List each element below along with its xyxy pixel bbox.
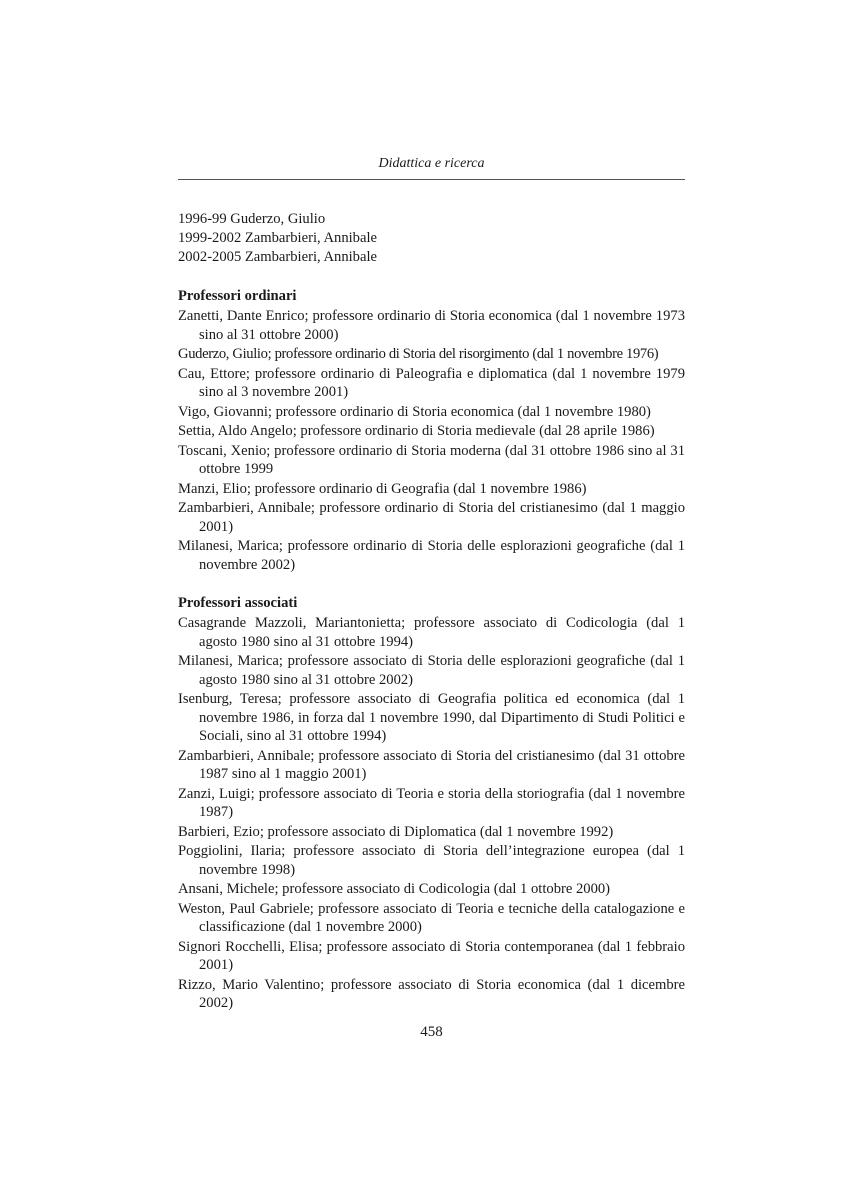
- list-item: Milanesi, Marica; professore associato di Storia delle esplorazioni geografiche (dal 1 agosto 1980 sino al 31 ottobre 2002): [178, 653, 685, 688]
- section-professori-associati: [178, 594, 685, 1013]
- section-title: Professori ordinari: [178, 288, 297, 304]
- list-item: Milanesi, Marica; professore ordinario di Storia delle esplorazioni geografiche (dal 1 novembre 2002): [178, 538, 685, 573]
- list-item: Zambarbieri, Annibale; professore ordinario di Storia del cristianesimo (dal 1 maggio 2001): [178, 500, 685, 535]
- list-item: Rizzo, Mario Valentino; professore associato di Storia economica (dal 1 dicembre 2002): [178, 976, 685, 1011]
- list-item: Guderzo, Giulio; professore ordinario di Storia del risorgimento (dal 1 novembre 1976): [178, 346, 659, 362]
- chronology-line: 2002-2005 Zambarbieri, Annibale: [178, 249, 377, 265]
- list-item: Settia, Aldo Angelo; professore ordinario di Storia medievale (dal 28 aprile 1986): [178, 423, 655, 439]
- list-item: Zanetti, Dante Enrico; professore ordinario di Storia economica (dal 1 novembre 1973 sino al 31 ottobre 2000): [178, 308, 685, 343]
- list-item: Manzi, Elio; professore ordinario di Geografia (dal 1 novembre 1986): [178, 480, 587, 497]
- list-item: Casagrande Mazzoli, Mariantonietta; professore associato di Codicologia (dal 1 agosto 1980 sino al 31 ottobre 1994): [178, 615, 685, 650]
- list-item: Vigo, Giovanni; professore ordinario di Storia economica (dal 1 novembre 1980): [178, 403, 651, 420]
- list-item: Signori Rocchelli, Elisa; professore associato di Storia contemporanea (dal 1 febbraio 2001): [178, 938, 685, 973]
- list-item: Zanzi, Luigi; professore associato di Teoria e storia della storiografia (dal 1 novembre 1987): [178, 785, 685, 820]
- header-rule: [178, 179, 685, 180]
- list-item: Poggiolini, Ilaria; professore associato di Storia dell’integrazione europea (dal 1 novembre 1998): [178, 843, 685, 878]
- section-title: Professori associati: [178, 595, 298, 611]
- chronology-line: 1996-99 Guderzo, Giulio: [178, 211, 326, 227]
- chronology-line: 1999-2002 Zambarbieri, Annibale: [178, 230, 377, 246]
- list-item: Barbieri, Ezio; professore associato di Diplomatica (dal 1 novembre 1992): [178, 823, 614, 840]
- list-item: Zambarbieri, Annibale; professore associato di Storia del cristianesimo (dal 31 ottobre 1987 sino al 1 maggio 2001): [178, 747, 685, 782]
- list-item: Toscani, Xenio; professore ordinario di Storia moderna (dal 31 ottobre 1986 sino al 31 ottobre 1999: [178, 442, 685, 477]
- list-item: Ansani, Michele; professore associato di Codicologia (dal 1 ottobre 2000): [178, 881, 611, 897]
- running-head-title: Didattica e ricerca: [378, 156, 485, 171]
- chronology-list: [178, 210, 685, 267]
- list-item: Cau, Ettore; professore ordinario di Paleografia e diplomatica (dal 1 novembre 1979 sino al 3 novembre 2001): [178, 365, 685, 400]
- section-professori-ordinari: [178, 287, 685, 574]
- page-number: 458: [420, 1024, 443, 1040]
- list-item: Weston, Paul Gabriele; professore associato di Teoria e tecniche della catalogazione e classificazione (dal 1 novembre 2000): [178, 900, 685, 935]
- list-item: Isenburg, Teresa; professore associato di Geografia politica ed economica (dal 1 novembre 1986, in forza dal 1 novembre 1990, dal Dipartimento di Studi Politici e Sociali, sino al 31 ottobre 1994): [178, 691, 685, 744]
- page-body: [178, 150, 685, 1014]
